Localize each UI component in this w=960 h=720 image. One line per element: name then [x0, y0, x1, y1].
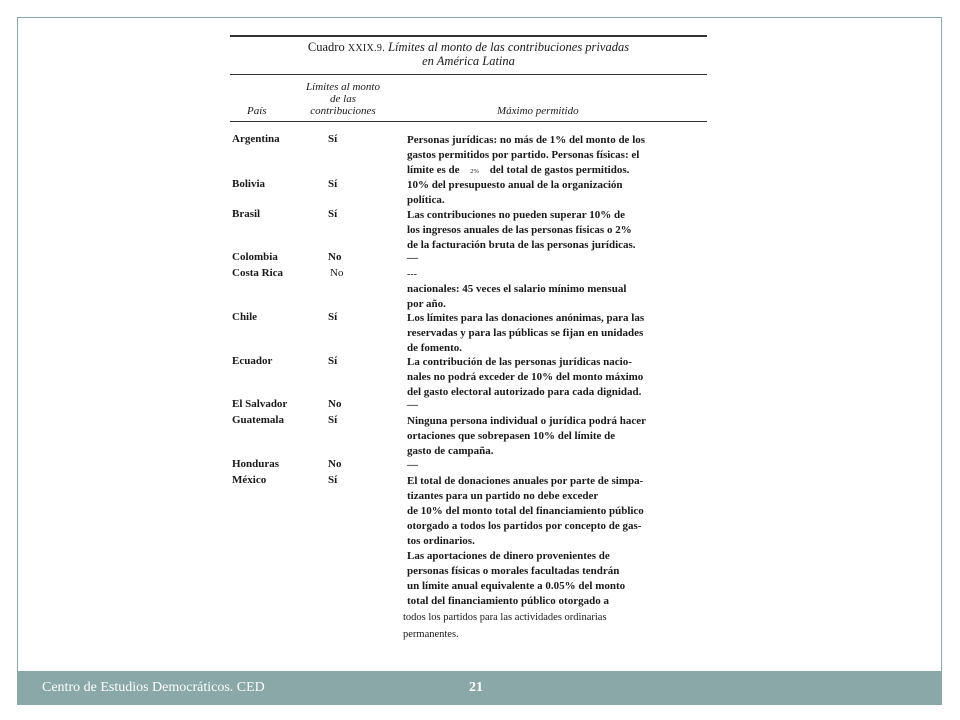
cell-line: La contribución de las personas jurídicas nacio-: [407, 356, 632, 368]
cell-line: —: [407, 399, 418, 411]
cell-line: nales no podrá exceder de 10% del monto máximo: [407, 371, 644, 383]
maximum-cell: [407, 458, 707, 473]
cell-line: Ninguna persona individual o jurídica podrá hacer: [407, 415, 646, 427]
header-limites: Límites al monto de las contribuciones: [306, 81, 380, 117]
header-rule-bottom: [230, 121, 707, 122]
country-cell: Honduras: [232, 458, 280, 470]
cell-line: de la facturación bruta de las personas jurídicas.: [407, 239, 636, 251]
table-title: [230, 41, 707, 74]
cell-line: 10% del presupuesto anual de la organización: [407, 179, 623, 191]
cell-line: gasto de campaña.: [407, 445, 494, 457]
cell-line: reservadas y para las públicas se fijan en unidades: [407, 327, 644, 339]
cell-line: Los límites para las donaciones anónimas, para las: [407, 312, 645, 324]
maximum-cell: [403, 474, 707, 643]
country-cell: Guatemala: [232, 414, 284, 426]
country-cell: Ecuador: [232, 355, 273, 367]
maximum-cell: [407, 208, 707, 253]
country-cell: Brasil: [232, 208, 261, 220]
limit-cell: No: [328, 458, 342, 470]
cell-line: de fomento.: [407, 342, 462, 354]
cell-line: ortaciones que sobrepasen 10% del límite de: [407, 430, 616, 442]
country-cell: Bolivia: [232, 178, 266, 190]
maximum-cell: [407, 251, 707, 266]
table-header: [230, 75, 707, 121]
cell-line: Las contribuciones no pueden superar 10% de: [407, 209, 625, 221]
cell-line: otorgado a todos los partidos por concepto de gas-: [407, 520, 642, 532]
cell-text: límite es de: [407, 164, 463, 176]
footer-bar: [17, 672, 942, 705]
cell-line: un límite anual equivalente a 0.05% del monto: [407, 580, 626, 592]
cell-line: del gasto electoral autorizado para cada dignidad.: [407, 386, 642, 398]
cell-line: Las aportaciones de dinero provenientes de: [407, 550, 610, 562]
title-line-1: Límites al monto de las contribuciones privadas: [384, 40, 630, 54]
limit-cell: No: [328, 398, 342, 410]
cell-line: —: [407, 252, 418, 264]
maximum-cell: [407, 133, 707, 179]
cell-line: nacionales: 45 veces el salario mínimo mensual: [407, 283, 627, 295]
page-number: 21: [469, 680, 483, 695]
limit-cell: Sí: [328, 178, 338, 190]
cell-text: del total de gastos permitidos.: [486, 164, 630, 176]
limit-cell: Sí: [328, 311, 338, 323]
limit-cell: No: [330, 267, 344, 279]
limit-cell: Sí: [328, 474, 338, 486]
limit-cell: Sí: [328, 208, 338, 220]
maximum-cell: [407, 414, 707, 459]
country-cell: Costa Rica: [232, 267, 284, 279]
cell-line: total del financiamiento público otorgado a: [407, 595, 609, 607]
maximum-cell: [407, 355, 707, 400]
cell-line: tizantes para un partido no debe exceder: [407, 490, 599, 502]
cell-line: de 10% del monto total del financiamiento público: [407, 505, 644, 517]
header-pais: País: [247, 105, 267, 117]
limit-cell: Sí: [328, 133, 338, 145]
cell-line: tos ordinarios.: [407, 535, 475, 547]
country-cell: Colombia: [232, 251, 278, 263]
cell-line: personas físicas o morales facultadas tendrán: [407, 565, 620, 577]
footer-org: Centro de Estudios Democráticos. CED: [42, 680, 265, 695]
cell-line: Personas jurídicas: no más de 1% del monto de los: [407, 134, 646, 146]
country-cell: El Salvador: [232, 398, 288, 410]
country-cell: México: [232, 474, 267, 486]
cell-line: permanentes.: [403, 629, 459, 640]
cell-line: [407, 163, 707, 179]
cell-line: política.: [407, 194, 445, 206]
top-rule: [230, 35, 707, 37]
cell-line: todos los partidos para las actividades ordinarias: [403, 612, 607, 623]
cell-line: gastos permitidos por partido. Personas físicas: el: [407, 149, 640, 161]
limit-cell: Sí: [328, 414, 338, 426]
maximum-cell: [407, 178, 707, 208]
title-number: XXIX.9.: [347, 43, 385, 54]
title-line-2: en América Latina: [422, 54, 515, 68]
country-cell: Chile: [232, 311, 258, 323]
maximum-cell: [407, 267, 707, 312]
inserted-value: 2%: [470, 168, 479, 175]
cell-line: —: [407, 459, 418, 471]
limit-cell: No: [328, 251, 342, 263]
maximum-cell: [407, 311, 707, 356]
country-cell: Argentina: [232, 133, 280, 145]
contributions-table: [230, 35, 707, 640]
maximum-cell: [407, 398, 707, 413]
cell-line: los ingresos anuales de las personas físicas o 2%: [407, 224, 632, 236]
header-maximo: Máximo permitido: [497, 105, 579, 117]
cell-line: ---: [407, 269, 417, 280]
cell-line: El total de donaciones anuales por parte de simpa-: [407, 475, 644, 487]
title-prefix: Cuadro: [307, 40, 348, 54]
cell-line: por año.: [407, 298, 446, 310]
limit-cell: Sí: [328, 355, 338, 367]
